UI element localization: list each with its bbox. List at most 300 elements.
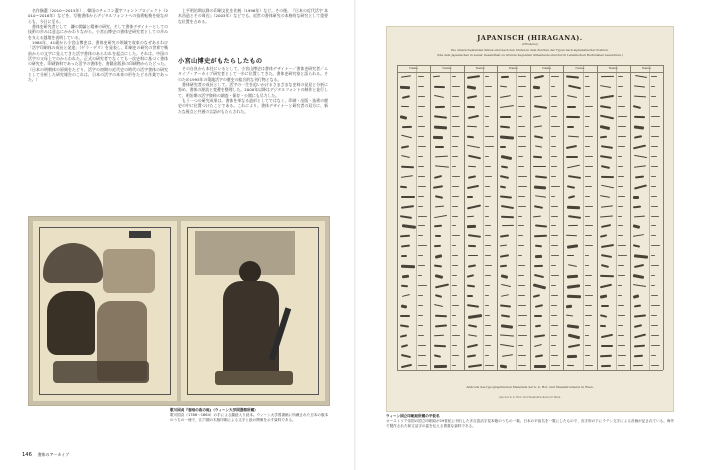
romanization-mark — [418, 315, 422, 316]
romanization-mark — [585, 235, 593, 236]
romanization-mark — [551, 245, 558, 246]
romanization-mark — [585, 285, 592, 286]
romanization-mark — [485, 245, 491, 246]
romanization-mark — [485, 176, 492, 177]
romanization-mark — [585, 186, 592, 187]
kana-glyph-mark — [634, 344, 646, 347]
romanization-mark — [651, 106, 658, 107]
figure-caption-text: 歌川国貞（1786～1864）の手による錦絵入り読本。ウィーン大学図書館に所蔵された日本の版本のうちの一冊で、江戸期の木版印刷による文字と絵の関係を示す資料である。 — [170, 413, 329, 422]
kana-glyph-mark — [533, 86, 540, 89]
kana-glyph-mark — [600, 184, 613, 188]
romanization-mark — [651, 315, 657, 316]
kana-glyph-mark — [400, 334, 408, 338]
romanization-mark — [518, 176, 527, 177]
kana-glyph-mark — [402, 294, 410, 297]
kana-glyph-mark — [601, 176, 615, 178]
woodblock-book-photo — [28, 216, 330, 406]
romanization-mark — [618, 255, 627, 256]
kana-glyph-mark — [633, 235, 644, 238]
kana-glyph-mark — [533, 156, 542, 159]
grid-subcolumn-rule — [516, 65, 517, 370]
kana-glyph-mark — [600, 155, 612, 159]
romanization-mark — [651, 325, 658, 326]
romanization-mark — [618, 355, 626, 356]
kana-glyph-mark — [533, 116, 541, 119]
specimen-column-header: Name — [475, 66, 485, 70]
romanization-mark — [551, 355, 557, 356]
romanization-mark — [452, 325, 458, 326]
kana-glyph-mark — [467, 215, 474, 217]
kana-glyph-mark — [435, 205, 444, 207]
romanization-mark — [452, 136, 459, 137]
romanization-mark — [452, 156, 458, 157]
kana-glyph-mark — [401, 166, 414, 168]
hiragana-specimen-chart — [386, 26, 674, 412]
kana-glyph-mark — [500, 126, 510, 129]
specimen-footer: Abdruck des typographischen Materials der k. k. Hof- und Staatsdruckerei in Wien. — [466, 385, 594, 389]
romanization-mark — [485, 216, 490, 217]
romanization-mark — [618, 365, 625, 366]
romanization-mark — [585, 265, 589, 266]
romanization-mark — [485, 315, 491, 316]
specimen-column-header: Name — [508, 66, 518, 70]
kana-glyph-mark — [434, 225, 442, 228]
kana-glyph-mark — [600, 215, 613, 217]
kana-glyph-mark — [401, 275, 408, 278]
romanization-mark — [452, 305, 459, 306]
kana-glyph-mark — [568, 215, 581, 219]
romanization-mark — [585, 345, 592, 346]
romanization-mark — [551, 76, 559, 77]
romanization-mark — [418, 96, 424, 97]
kana-glyph-mark — [600, 244, 613, 248]
romanization-mark — [551, 255, 559, 256]
figure-caption — [170, 408, 330, 423]
kana-glyph-mark — [401, 106, 409, 108]
specimen-column-header: Name — [442, 66, 452, 70]
romanization-mark — [518, 126, 525, 127]
romanization-mark — [452, 216, 458, 217]
kana-glyph-mark — [534, 105, 547, 109]
romanization-mark — [418, 176, 424, 177]
romanization-mark — [651, 216, 659, 217]
romanization-mark — [651, 225, 656, 226]
kana-glyph-mark — [433, 136, 443, 139]
romanization-mark — [551, 345, 556, 346]
romanization-mark — [651, 245, 660, 246]
kana-glyph-mark — [600, 314, 607, 318]
kana-glyph-mark — [500, 105, 514, 108]
kana-glyph-mark — [401, 265, 415, 268]
romanization-mark — [485, 275, 491, 276]
romanization-mark — [452, 116, 460, 117]
kana-glyph-mark — [501, 314, 510, 317]
romanization-mark — [418, 325, 423, 326]
kana-glyph-mark — [567, 165, 580, 169]
grid-column-rule — [464, 65, 465, 370]
specimen-title-sub: (Hirakana) — [522, 42, 538, 46]
romanization-mark — [452, 126, 460, 127]
romanization-mark — [585, 335, 589, 336]
romanization-mark — [551, 196, 555, 197]
romanization-mark — [651, 235, 656, 236]
romanization-mark — [418, 216, 426, 217]
kana-glyph-mark — [500, 235, 509, 238]
kana-glyph-mark — [534, 225, 546, 229]
kana-glyph-mark — [634, 354, 643, 357]
romanization-mark — [651, 156, 657, 157]
romanization-mark — [518, 156, 523, 157]
kana-glyph-mark — [500, 344, 514, 347]
romanization-mark — [418, 196, 424, 197]
romanization-mark — [651, 365, 659, 366]
kana-glyph-mark — [500, 334, 514, 336]
romanization-mark — [585, 365, 593, 366]
grid-column-rule — [497, 65, 498, 370]
kana-glyph-mark — [500, 195, 512, 198]
romanization-mark — [452, 355, 460, 356]
romanization-mark — [418, 235, 423, 236]
romanization-mark — [418, 116, 423, 117]
kana-glyph-mark — [566, 245, 577, 249]
kana-glyph-mark — [633, 274, 645, 279]
kana-glyph-mark — [501, 294, 509, 297]
romanization-mark — [618, 315, 625, 316]
kana-glyph-mark — [635, 76, 647, 79]
kana-glyph-mark — [600, 235, 607, 238]
kana-glyph-mark — [634, 155, 647, 158]
grid-subcolumn-rule — [416, 65, 417, 370]
kana-glyph-mark — [567, 324, 579, 328]
kana-glyph-mark — [534, 135, 543, 139]
kana-glyph-mark — [434, 116, 447, 119]
kana-glyph-mark — [534, 315, 542, 317]
grid-column-rule — [563, 65, 564, 370]
kana-glyph-mark — [466, 285, 474, 288]
kana-glyph-mark — [567, 185, 575, 188]
romanization-mark — [618, 186, 623, 187]
romanization-mark — [418, 265, 424, 266]
romanization-mark — [485, 106, 490, 107]
kana-glyph-mark — [633, 196, 639, 199]
romanization-mark — [651, 136, 658, 137]
kana-glyph-mark — [468, 175, 477, 179]
romanization-mark — [651, 166, 658, 167]
body-paragraph: 上平明治期以降の印刷文化を比較（1996年）など。その後、『日本の近代活字 本木昌造とその周辺』（2003年）などでも、近世の書体研究の本格的な研究として重要な位置を占める。 — [178, 8, 328, 24]
romanization-mark — [551, 216, 558, 217]
right-caption-text: オーストリア帝国の国立印刷局が19世紀に刊行した多言語活字見本帳のうちの一葉。日本の平仮名を一覧にしたもので、各字形の下にラテン文字による音価が記されている。海外で製作された和文活字の姿を伝える貴重な資料である。 — [386, 419, 675, 428]
romanization-mark — [485, 225, 492, 226]
romanization-mark — [518, 96, 523, 97]
kana-glyph-mark — [401, 245, 410, 248]
kana-glyph-mark — [402, 126, 412, 128]
romanization-mark — [418, 305, 423, 306]
kana-glyph-mark — [633, 145, 646, 149]
grid-subcolumn-rule — [616, 65, 617, 370]
romanization-mark — [585, 355, 591, 356]
romanization-mark — [651, 355, 656, 356]
kana-glyph-mark — [634, 215, 645, 217]
kana-glyph-mark — [633, 364, 643, 366]
romanization-mark — [485, 126, 489, 127]
kana-glyph-mark — [600, 86, 611, 89]
kana-glyph-mark — [634, 333, 646, 337]
grid-column-rule — [530, 65, 531, 370]
kana-glyph-mark — [434, 126, 447, 130]
romanization-mark — [585, 76, 589, 77]
specimen-column-header: Name — [608, 66, 618, 70]
kana-glyph-mark — [500, 135, 514, 139]
kana-glyph-mark — [567, 275, 578, 279]
romanization-mark — [485, 196, 492, 197]
book-left-leaf — [33, 221, 177, 401]
specimen-grid — [397, 65, 663, 370]
romanization-mark — [452, 295, 457, 296]
romanization-mark — [452, 225, 456, 226]
kana-glyph-mark — [500, 185, 506, 188]
kana-glyph-mark — [434, 86, 445, 88]
grid-row-rule — [397, 370, 663, 371]
romanization-mark — [618, 176, 624, 177]
romanization-mark — [518, 245, 524, 246]
romanization-mark — [551, 325, 558, 326]
kana-glyph-mark — [633, 284, 646, 287]
grid-column-rule — [397, 65, 398, 370]
romanization-mark — [618, 206, 623, 207]
romanization-mark — [418, 225, 425, 226]
romanization-mark — [485, 365, 494, 366]
kana-glyph-mark — [400, 235, 411, 237]
romanization-mark — [485, 265, 493, 266]
kana-glyph-mark — [534, 235, 547, 238]
romanization-mark — [518, 235, 523, 236]
kana-glyph-mark — [601, 345, 613, 347]
romanization-mark — [618, 285, 623, 286]
specimen-imprint: Aus der k. k. Hof- und Staatsdruckerei in Wien. — [498, 396, 562, 399]
book-right-leaf — [181, 221, 325, 401]
romanization-mark — [585, 96, 590, 97]
kana-glyph-mark — [568, 195, 575, 198]
kana-glyph-mark — [435, 106, 445, 108]
kana-glyph-mark — [500, 364, 507, 368]
kana-glyph-mark — [468, 314, 482, 319]
kana-glyph-mark — [467, 225, 476, 228]
romanization-mark — [551, 275, 559, 276]
kana-glyph-mark — [435, 294, 442, 298]
romanization-mark — [452, 166, 457, 167]
romanization-mark — [585, 225, 594, 226]
kana-glyph-mark — [401, 344, 408, 348]
kana-glyph-mark — [501, 274, 508, 278]
kana-glyph-mark — [400, 324, 409, 327]
grid-column-rule — [630, 65, 631, 370]
romanization-mark — [518, 76, 526, 77]
right-figure-caption — [386, 414, 676, 429]
romanization-mark — [518, 216, 522, 217]
romanization-mark — [551, 265, 556, 266]
kana-glyph-mark — [500, 245, 507, 247]
kana-glyph-mark — [435, 146, 444, 148]
kana-glyph-mark — [567, 284, 580, 288]
romanization-mark — [485, 86, 492, 87]
grid-subcolumn-rule — [483, 65, 484, 370]
romanization-mark — [518, 295, 525, 296]
grid-subcolumn-rule — [450, 65, 451, 370]
kana-glyph-mark — [568, 344, 580, 348]
kana-glyph-mark — [467, 106, 476, 108]
romanization-mark — [452, 206, 458, 207]
body-paragraph: 書体史研究者として 鎌の開論と精神の研究、そして書体デザイナーとしての技術の歩みは意志にかかわりながら、小宮山博史の書体史研究者としての歩みを支える越境を表明している。 — [28, 24, 168, 40]
kana-glyph-mark — [434, 265, 442, 268]
romanization-mark — [585, 136, 593, 137]
kana-glyph-mark — [401, 255, 407, 257]
romanization-mark — [452, 365, 456, 366]
romanization-mark — [585, 146, 590, 147]
kana-glyph-mark — [533, 294, 540, 298]
kana-glyph-mark — [599, 354, 611, 357]
kana-glyph-mark — [401, 95, 410, 99]
romanization-mark — [485, 96, 491, 97]
kana-glyph-mark — [534, 205, 543, 208]
kana-glyph-mark — [601, 165, 610, 169]
romanization-mark — [418, 156, 423, 157]
kana-glyph-mark — [401, 205, 414, 208]
kana-glyph-mark — [468, 155, 481, 160]
kana-glyph-mark — [535, 245, 543, 247]
romanization-mark — [618, 235, 623, 236]
kana-glyph-mark — [566, 116, 580, 118]
romanization-mark — [485, 345, 491, 346]
romanization-mark — [418, 365, 426, 366]
kana-glyph-mark — [535, 354, 543, 357]
kana-glyph-mark — [634, 86, 645, 89]
romanization-mark — [418, 166, 424, 167]
kana-glyph-mark — [568, 136, 579, 138]
romanization-mark — [518, 275, 524, 276]
body-paragraph: その自負から本任にいるとして、小宮山博史は書体デザイナー／書体史研究者／ムタイプ・アーカイブ研究者として一歩に位置してきた。書体史研究家と語られる。そのため1995年の築地活字の歴史の総合的な刊行物となる。 — [178, 66, 328, 82]
kana-glyph-mark — [435, 315, 447, 317]
specimen-column-header: Name — [542, 66, 552, 70]
kana-glyph-mark — [633, 245, 641, 248]
romanization-mark — [452, 275, 458, 276]
kana-glyph-mark — [468, 324, 477, 328]
kana-glyph-mark — [468, 364, 482, 367]
kana-glyph-mark — [433, 185, 443, 188]
romanization-mark — [485, 166, 491, 167]
romanization-mark — [618, 335, 624, 336]
kana-glyph-mark — [501, 165, 509, 168]
kana-glyph-mark — [566, 145, 577, 149]
romanization-mark — [651, 196, 657, 197]
kana-glyph-mark — [567, 205, 580, 208]
romanization-mark — [518, 325, 526, 326]
kana-glyph-mark — [401, 76, 411, 79]
romanization-mark — [485, 255, 491, 256]
romanization-mark — [651, 96, 656, 97]
romanization-mark — [651, 126, 660, 127]
romanization-mark — [585, 166, 594, 167]
grid-row-rule — [397, 72, 663, 73]
kana-glyph-mark — [600, 325, 606, 327]
romanization-mark — [618, 106, 625, 107]
romanization-mark — [518, 116, 522, 117]
romanization-mark — [418, 206, 423, 207]
romanization-mark — [518, 186, 527, 187]
kana-glyph-mark — [600, 136, 607, 139]
kana-glyph-mark — [568, 333, 581, 339]
running-footer: 書体のアーカイブ — [37, 452, 70, 457]
romanization-mark — [585, 315, 593, 316]
romanization-mark — [452, 96, 459, 97]
kana-glyph-mark — [633, 294, 640, 298]
romanization-mark — [518, 315, 527, 316]
kana-glyph-mark — [468, 265, 476, 268]
romanization-mark — [618, 305, 625, 306]
kana-glyph-mark — [400, 363, 411, 367]
kana-glyph-mark — [501, 205, 514, 209]
kana-glyph-mark — [600, 284, 612, 289]
kana-glyph-mark — [599, 294, 607, 298]
kana-glyph-mark — [502, 225, 514, 227]
romanization-mark — [585, 216, 590, 217]
kana-glyph-mark — [500, 175, 509, 179]
romanization-mark — [551, 315, 556, 316]
kana-glyph-mark — [500, 265, 507, 268]
romanization-mark — [485, 355, 489, 356]
kana-glyph-mark — [434, 254, 441, 258]
romanization-mark — [485, 156, 489, 157]
romanization-mark — [452, 196, 459, 197]
kana-glyph-mark — [566, 156, 578, 158]
romanization-mark — [618, 225, 623, 226]
romanization-mark — [551, 86, 555, 87]
kana-glyph-mark — [435, 284, 449, 289]
kana-glyph-mark — [534, 255, 541, 258]
kana-glyph-mark — [601, 224, 611, 228]
romanization-mark — [452, 335, 460, 336]
romanization-mark — [651, 176, 656, 177]
kana-glyph-mark — [567, 295, 581, 298]
romanization-mark — [518, 365, 526, 366]
romanization-mark — [618, 136, 626, 137]
grid-column-rule — [597, 65, 598, 370]
romanization-mark — [485, 295, 489, 296]
romanization-mark — [618, 76, 623, 77]
romanization-mark — [418, 285, 426, 286]
kana-glyph-mark — [502, 354, 513, 357]
kana-glyph-mark — [467, 136, 474, 138]
kana-glyph-mark — [601, 364, 611, 366]
kana-glyph-mark — [435, 324, 447, 327]
kana-glyph-mark — [468, 255, 478, 256]
kana-glyph-mark — [633, 105, 641, 109]
kana-glyph-mark — [635, 175, 644, 177]
romanization-mark — [585, 196, 590, 197]
kana-glyph-mark — [634, 324, 643, 328]
romanization-mark — [585, 275, 593, 276]
romanization-mark — [651, 345, 660, 346]
kana-glyph-mark — [433, 76, 440, 78]
kana-glyph-mark — [401, 155, 410, 158]
romanization-mark — [418, 146, 426, 147]
kana-glyph-mark — [533, 166, 546, 168]
romanization-mark — [651, 186, 656, 187]
romanization-mark — [485, 146, 494, 147]
kana-glyph-mark — [534, 75, 544, 79]
romanization-mark — [618, 96, 622, 97]
kana-glyph-mark — [401, 285, 408, 288]
romanization-mark — [518, 106, 525, 107]
